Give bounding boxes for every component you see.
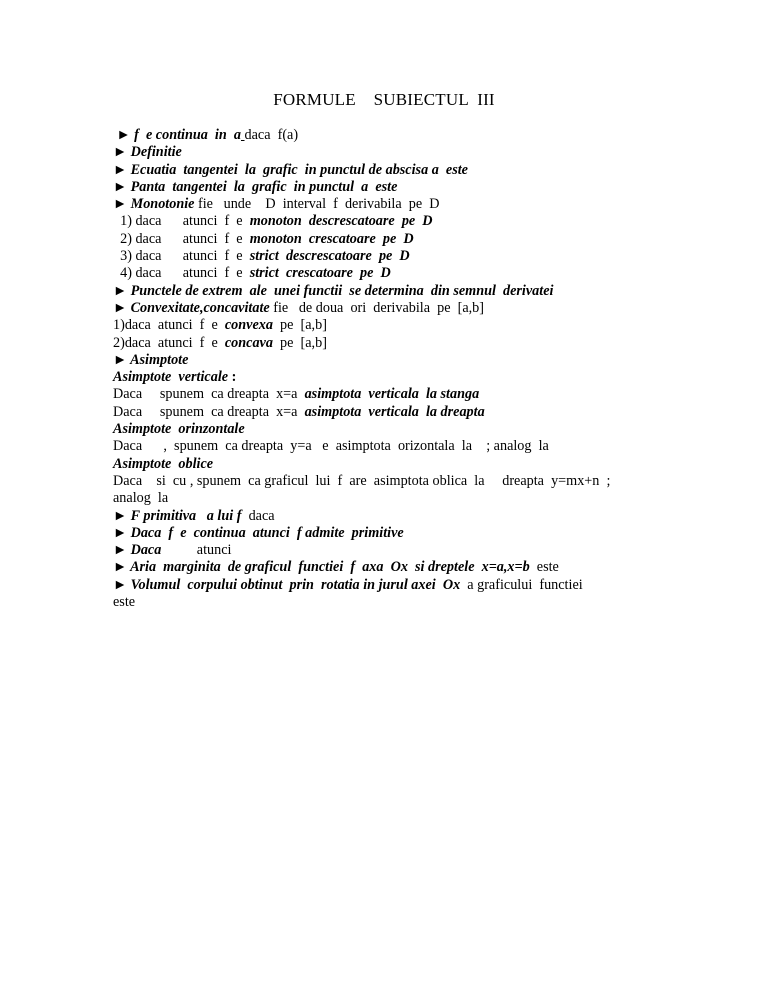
line-asimptota-stanga — [113, 386, 673, 403]
bullet-arrow-icon: ► — [113, 196, 128, 213]
bold-italic-text: Asimptote oblice — [113, 455, 214, 472]
line-continuity — [113, 127, 673, 144]
line-daca-atunci — [113, 542, 673, 559]
line-concava — [113, 335, 673, 352]
bullet-arrow-icon: ► — [113, 542, 128, 559]
line-continua-primitive — [113, 525, 673, 542]
bold-italic-text: Daca f e continua atunci f admite primitive — [127, 524, 404, 541]
bullet-arrow-icon: ► — [113, 576, 128, 593]
line-asimptote-oblice — [113, 456, 673, 473]
line-monotonie-3 — [113, 248, 673, 265]
plain-text: este — [113, 594, 136, 611]
bold-italic-text: asimptota verticala la stanga — [304, 386, 480, 403]
plain-text: atunci — [161, 542, 232, 559]
line-oblica — [113, 473, 673, 490]
bold-italic-text: Daca — [127, 542, 162, 559]
bullet-arrow-icon: ► — [113, 351, 128, 368]
line-monotonie-2 — [113, 231, 673, 248]
bullet-arrow-icon: ► — [113, 559, 128, 576]
plain-text: 2)daca atunci f e — [113, 334, 225, 351]
plain-text: : — [228, 369, 237, 386]
bullet-arrow-icon: ► — [113, 144, 128, 161]
bold-italic-text: strict crescatoare pe D — [249, 265, 391, 282]
bold-italic-text: Volumul corpului obtinut prin rotatia in jurul axei Ox — [127, 576, 461, 593]
bold-italic-text: strict descrescatoare pe D — [249, 248, 410, 265]
bold-italic-text: Asimptote — [127, 351, 189, 368]
line-monotonie-4 — [113, 265, 673, 282]
plain-text: 4) daca atunci f e — [113, 265, 250, 282]
plain-text: Daca si cu , spunem ca graficul lui f are asimptota oblica la dreapta y=mx+n ; — [113, 472, 611, 489]
plain-text: pe [a,b] — [272, 317, 327, 334]
plain-text: 3) daca atunci f e — [113, 248, 250, 265]
bold-italic-text: F primitiva a lui f — [127, 507, 242, 524]
line-asimptote-verticale — [113, 369, 673, 386]
bold-italic-text: Aria marginita de graficul functiei f axa Ox si dreptele x=a,x=b — [127, 559, 530, 576]
plain-text: fie unde D interval f derivabila pe D — [194, 196, 440, 213]
line-asimptote-orizontale — [113, 421, 673, 438]
bold-italic-text: f e continua in a — [130, 127, 241, 143]
line-asimptote — [113, 352, 673, 369]
bold-italic-text: concava — [224, 334, 273, 351]
line-monotonie — [113, 196, 673, 213]
line-volumul — [113, 577, 673, 594]
line-primitiva — [113, 508, 673, 525]
plain-text: Daca spunem ca dreapta x=a — [113, 386, 305, 403]
bold-italic-text: Definitie — [127, 144, 182, 161]
bold-italic-text: Punctele de extrem ale unei functii se determina din semnul derivatei — [127, 282, 554, 299]
line-tangent-slope — [113, 179, 673, 196]
plain-text: fie de doua ori derivabila pe [a,b] — [269, 299, 484, 316]
plain-text: este — [529, 559, 559, 576]
bold-italic-text: Ecuatia tangentei la grafic in punctul de abscisa a este — [127, 161, 468, 178]
bold-italic-text: Convexitate,concavitate — [127, 299, 270, 316]
bullet-arrow-icon: ► — [113, 178, 128, 195]
bold-italic-text: monoton descrescatoare pe D — [249, 213, 433, 230]
line-convexitate — [113, 300, 673, 317]
plain-text: pe [a,b] — [272, 334, 327, 351]
bullet-arrow-icon: ► — [113, 299, 128, 316]
plain-text: 1)daca atunci f e — [113, 317, 225, 334]
bullet-arrow-icon: ► — [113, 524, 128, 541]
plain-text: Daca spunem ca dreapta x=a — [113, 403, 305, 420]
bold-italic-text: Asimptote verticale — [113, 369, 229, 386]
plain-text: analog la — [113, 490, 169, 507]
bold-italic-text: Monotonie — [127, 196, 195, 213]
plain-text: daca — [241, 507, 275, 524]
bullet-arrow-icon: ► — [113, 507, 128, 524]
plain-text: daca f(a) — [244, 127, 299, 143]
bold-italic-text: monoton crescatoare pe D — [249, 230, 414, 247]
line-asimptota-dreapta — [113, 404, 673, 421]
line-oblica-analog — [113, 490, 673, 507]
bullet-arrow-icon: ► — [116, 127, 131, 143]
bold-italic-text: asimptota verticala la dreapta — [304, 403, 485, 420]
line-monotonie-1 — [113, 213, 673, 230]
bold-italic-text: Panta tangentei la grafic in punctul a este — [127, 178, 398, 195]
document-body — [113, 127, 673, 611]
line-definitie — [113, 144, 673, 161]
line-orizontala — [113, 438, 673, 455]
bold-italic-text: Asimptote orinzontale — [113, 421, 245, 438]
line-extrem — [113, 283, 673, 300]
bullet-arrow-icon: ► — [113, 161, 128, 178]
line-tangent-equation — [113, 162, 673, 179]
line-convexa — [113, 317, 673, 334]
bold-italic-text: convexa — [224, 317, 273, 334]
bullet-arrow-icon: ► — [113, 282, 128, 299]
plain-text: 2) daca atunci f e — [113, 230, 250, 247]
page-title: FORMULE SUBIECTUL III — [273, 90, 495, 109]
plain-text: 1) daca atunci f e — [113, 213, 250, 230]
line-este — [113, 594, 673, 611]
line-aria — [113, 559, 673, 576]
plain-text: Daca , spunem ca dreapta y=a e asimptota orizontala la ; analog la — [113, 438, 549, 455]
plain-text: a graficului functiei — [460, 576, 583, 593]
